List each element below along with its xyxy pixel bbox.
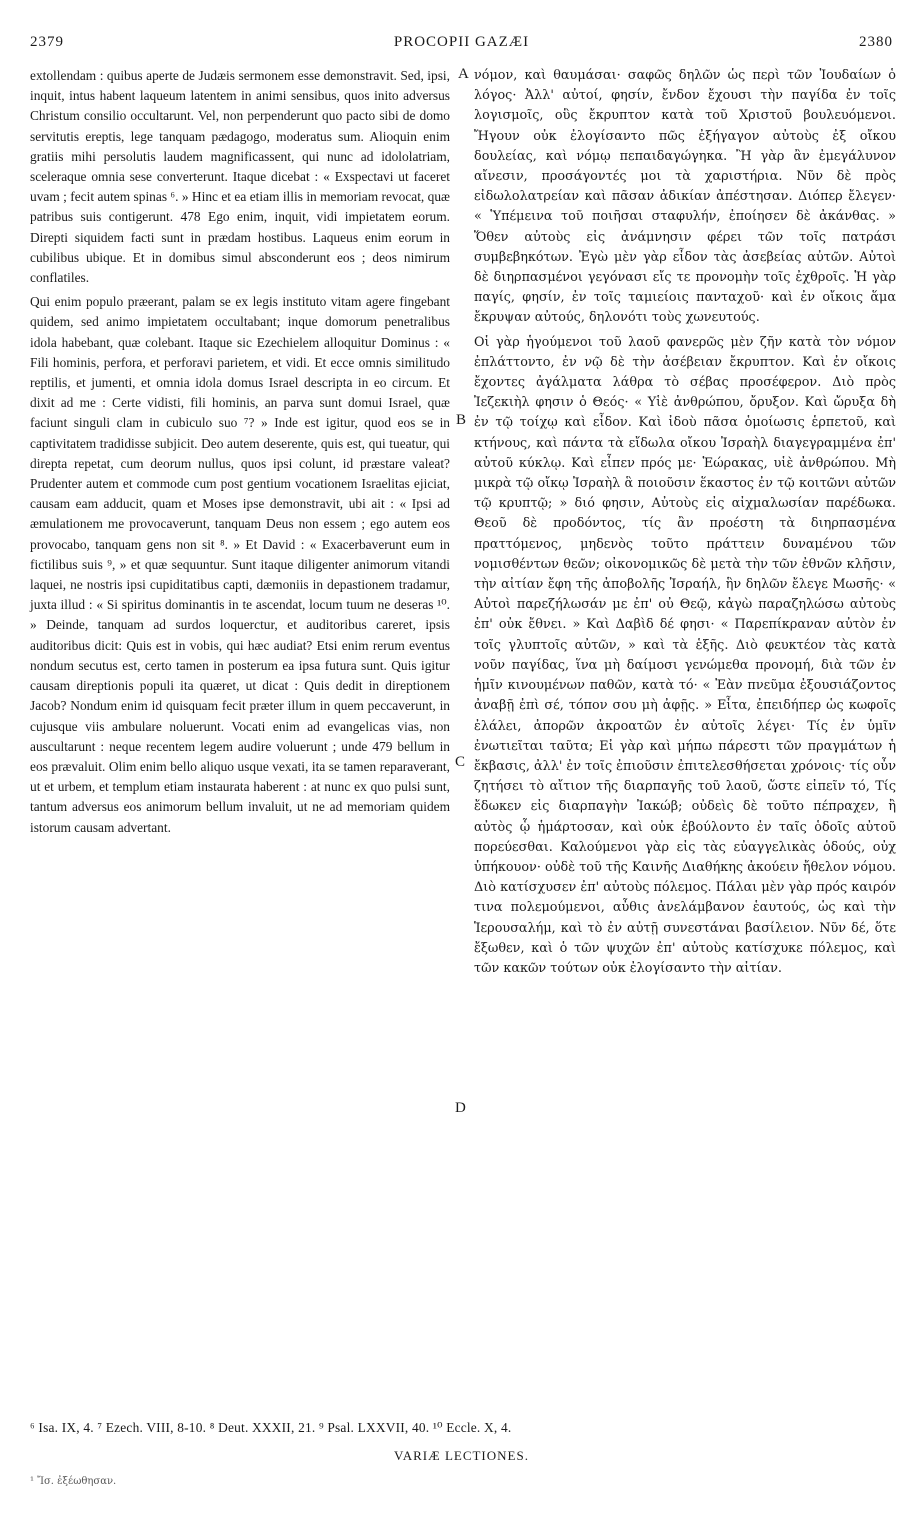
latin-paragraph-1: extollendam : quibus aperte de Judæis sermonem esse demonstravit. Sed, ipsi, inquit, intus habent laqueum latentem in animi sensibus, quos inito adversus Christum consilio occultarunt. Vel, non perpenderunt quo pacto sibi de domo servitutis ereptis, lege tanquam pædagogo, moderatus sum. Alioquin enim gratiis mihi persolutis laudem magnificassent, qui nunc ad idololatriam, sceleraque omnia sese converterunt. Itaque dicebat : « Exspectavi ut faceret uvam ; fecit autem spinas ⁶. » Hinc et ea etiam illis in memoriam revocat, quæ patribus suis contigerunt. 478 Ego enim, inquit, vidi impietatem eorum. Direpti siquidem facti sunt in prædam hostibus. Laqueus enim eorum in cubilibus ubique. Et in domibus simul absconderunt eos ; deos nimirum conflatiles. <box>30 68 450 286</box>
section-marker-b: B <box>456 412 467 428</box>
greek-paragraph-1: νόμον, καὶ θαυμάσαι· σαφῶς δηλῶν ὡς περὶ τῶν Ἰουδαίων ὁ λόγος· Ἀλλ' αὐτοί, φησίν, ἔνδον ἔχουσι τὴν παγίδα ἐν τοῖς λογισμοῖς, οὓς ἔκρυπτον κατὰ τοῦ Χριστοῦ βουλευόμενοι. Ἤγουν οὐκ ἐλογίσαντο πῶς ἐξήγαγον αὐτοὺς ἐξ οἴκου δουλείας, καὶ νόμῳ πεπαιδαγώγηκα. Ἢ γὰρ ἂν ἐμεγάλυνον αἴνεσιν, προσάγοντές μοι τὰ χαριστήρια. Νῦν δὲ πρὸς εἰδωλολατρείαν καὶ πᾶσαν ἀδικίαν ἀπέστησαν. Διόπερ ἔλεγεν· « Ὑπέμεινα τοῦ ποιῆσαι σταφυλήν, ἐποίησεν δὲ ἀκάνθας. » Ὅθεν αὐτοὺς εἰς ἀνάμνησιν φέρει τῶν τοῖς πατράσι συμβεβηκότων. Ἐγὼ μὲν γὰρ εἶδον τὰς ἀσεβείας αὐτῶν. Αὐτοὶ δὲ διηρπασμένοι γεγόνασι εἴς τε προνομὴν τοῖς ἐχθροῖς. Ἡ γὰρ παγίς, φησίν, ἐν τοῖς ταμιείοις πανταχοῦ· καὶ ἐν οἴκοις ἅμα ἔκρυψαν αὐτούς, δηλονότι τοὺς χωνευτούς. <box>474 68 896 326</box>
greek-paragraph-2: Οἱ γὰρ ἡγούμενοι τοῦ λαοῦ φανερῶς μὲν ζῆν κατὰ τὸν νόμον ἐπλάττοντο, ἐν νῷ δὲ τὴν ἀσέβειαν ἔκρυπτον. Καὶ ἐν οἴκοις ἔχοντες ἀγάλματα λάθρα τὸ σέβας προσέφερον. Διὸ πρὸς Ἰεζεκιὴλ φησιν ὁ Θεός· « Υἱὲ ἀνθρώπου, ὄρυξον. Καὶ ὤρυξα δὴ ἐν τῷ τοίχῳ καὶ εἶδον. Καὶ ἰδοὺ πᾶσα ὁμοίωσις ἑρπετοῦ, καὶ κτήνους, καὶ πάντα τὰ εἴδωλα οἴκου Ἰσραὴλ διαγεγραμμένα ἐπ' αὐτοῦ κύκλῳ. Καὶ εἶπεν πρός με· Ἑώρακας, υἱὲ ἀνθρώπου. Μὴ μικρὰ τῷ οἴκῳ Ἰσραὴλ ἃ ποιοῦσιν ἕκαστος ἐν τῷ κοιτῶνι αὐτῶν τῷ κρυπτῷ; » διό φησιν, Αὐτοὺς εἰς αἰχμαλωσίαν παρέδωκα. Θεοῦ δὲ προδόντος, τίς ἂν προέστη τὰ διηρπασμένα πραττόμενος, μηδενὸς τοῦτο πράττειν δυναμένου τῶν νομισθέντων θεῶν; οἰκονομικῶς δὲ μετὰ τὴν τῶν ἐθνῶν κλῆσιν, τὴν αἰτίαν ἔφη τῆς ἀποβολῆς Ἰσραήλ, ἣν δηλῶν ἔλεγε Μωσῆς· « Αὐτοὶ παρεζήλωσάν με ἐπ' οὐ Θεῷ, κἀγὼ παραζηλώσω αὐτοὺς ἐπ' οὐκ ἔθνει. » Καὶ Δαβὶδ δέ φησι· « Παρεπίκραναν αὐτὸν ἐν τοῖς γλυπτοῖς αὐτῶν, » καὶ τὰ ἑξῆς. Διὸ φευκτέον τὰς κατὰ νοῦν παγίδας, ἵνα μὴ δαίμοσι γενώμεθα προνομή, διὰ τῶν ἐν ἡμῖν κινουμένων παθῶν, κατὰ τό· « Ἐὰν πνεῦμα ἐξουσιάζοντος ἀναβῇ ἐπὶ σέ, τόπον σου μὴ ἀφῇς. » Εἶτα, ἐπειδήπερ ὡς κωφοῖς ἐλάλει, ἀπορῶν ἀκροατῶν ἐν αὐτοῖς λέγει· Τίς ἐν ὑμῖν ἐνωτιεῖται ταῦτα; Εἰ γὰρ καὶ μήπω πάρεστι τῶν πραγμάτων ἡ ἔκβασις, ἀλλ' ἐν τοῖς ἐπιοῦσιν ἐπιτελεσθήσεται χρόνοις· τίς οὖν ζητήσει τὸ αἴτιον τῆς διαρπαγῆς τοῦ λαοῦ, ὥστε εἰπεῖν τό, Τίς ἔδωκεν εἰς διαρπαγὴν Ἰακώβ; οὐδεὶς δὲ τοῦτο πέπραχεν, ἢ αὐτὸς ᾧ ἡμάρτοσαν, καὶ οὐκ ἐβούλοντο ἐν ταῖς ὁδοῖς αὐτοῦ πορεύεσθαι. Καλούμενοι γὰρ εἰς τὰς εὐαγγελικὰς ὁδούς, οὐχ ὑπήκουον· οὐδὲ τοῦ τῆς Καινῆς Διαθήκης ἀκούειν ἤθελον νόμου. Διὸ κατίσχυσεν ἐπ' αὐτοὺς πόλεμος. Πάλαι μὲν γὰρ πρός καιρόν τινα πολεμούμενοι, αὖθις ἀνελάμβανον ἑαυτούς, ὡς καὶ τὴν Ἱερουσαλήμ, καὶ τὸ ἐν αὐτῇ συνεστάναι βασίλειον. Νῦν δέ, ὅτε ἔξωθεν, καὶ ὁ τῶν ψυχῶν ἐπ' αὐτοὺς κατίσχυκε πόλεμος, καὶ τῶν κακῶν τούτων οὐκ ἐλογίσαντο τὴν αἰτίαν. <box>474 334 896 976</box>
footnotes: ⁶ Isa. IX, 4. ⁷ Ezech. VIII, 8-10. ⁸ Deut. XXXII, 21. ⁹ Psal. LXXVII, 40. ¹⁰ Eccle. X, 4. <box>30 1420 512 1435</box>
section-marker-c: C <box>455 754 466 770</box>
running-header <box>30 34 893 58</box>
latin-column <box>30 66 450 838</box>
section-marker-d: D <box>455 1100 466 1116</box>
variae-lectiones-heading: VARIÆ LECTIONES. <box>394 1448 529 1463</box>
right-page-number: 2380 <box>859 34 893 50</box>
variant-reading: ¹ Ἴσ. ἐξέωθησαν. <box>30 1476 117 1487</box>
latin-paragraph-2: Qui enim populo præerant, palam se ex legis instituto vitam agere fingebant quidem, sed animo impietatem occultabant; inque domorum penetralibus idola habebant, quæ colebant. Itaque sic Ezechielem alloquitur Dominus : « Fili hominis, perfora, et perforavi parietem, et vidi. Et ecce omnis similitudo reptilis, et jumenti, et omnia idola domus Israel descripta in eo circum. Et dixit ad me : Certe vidisti, fili hominis, an parva sunt domui Israel, quæ faciunt singuli clam in cubiculo suo ⁷? » Inde est igitur, quod eos se in captivitatem tradidisse subjicit. Deo autem deserente, quis est, qui tueatur, qui direpta repetat, cum deorum nullus, quos ipsi colunt, id præstare valeat? Prudenter autem et commode cum post gentium vocationem Israelitas ejiciat, causam eam adducit, quam et Moses ipse demonstravit, ubi ait : « Ipsi ad æmulationem me provocaverunt, tanquam Deus non essem ; ego autem eos provocabo, tanquam gens non sit ⁸. » Et David : « Exacerbaverunt eum in fictilibus suis ⁹, » et quæ sequuntur. Sunt itaque diligenter animorum vitandi laquei, ne nostris ipsi cupiditatibus capti, dæmoniis in depastionem tradamur, juxta illud : « Si spiritus dominantis in te ascendat, locum tuum ne deseras ¹⁰. » Deinde, tanquam ad surdos loquerctur, et auditoribus careret, ipsis auditoribus dicit: Quis est in vobis, qui hæc audiat? Etsi enim rerum eventus nondum secutus est, certo tamen in posterum ea ipsa futura sunt. Quis igitur causam direptionis populi ita quæret, ut dicat : Quis dedit in direptionem Jacob? Nondum enim id quisquam fecit præter illum in quem peccaverunt, in cujusque viis ambulare noluerunt. Vocati enim ad evangelicas vias, non auscultarunt : neque recentem legem audire voluerunt ; unde 479 bellum in eos prævaluit. Olim enim bello aliquo usque vexati, ita se tamen reparaverant, ut et urbem, et templum etiam instaurata haberent : at nunc ex quo pulsi sunt, tantum adversus eos animorum bellum invaluit, ut ne ad memoriam quidem istorum causam advertant. <box>30 294 450 835</box>
left-page-number: 2379 <box>30 34 64 50</box>
section-marker-a: A <box>458 66 469 82</box>
greek-column <box>474 66 896 979</box>
running-title: PROCOPII GAZÆI <box>393 34 530 50</box>
